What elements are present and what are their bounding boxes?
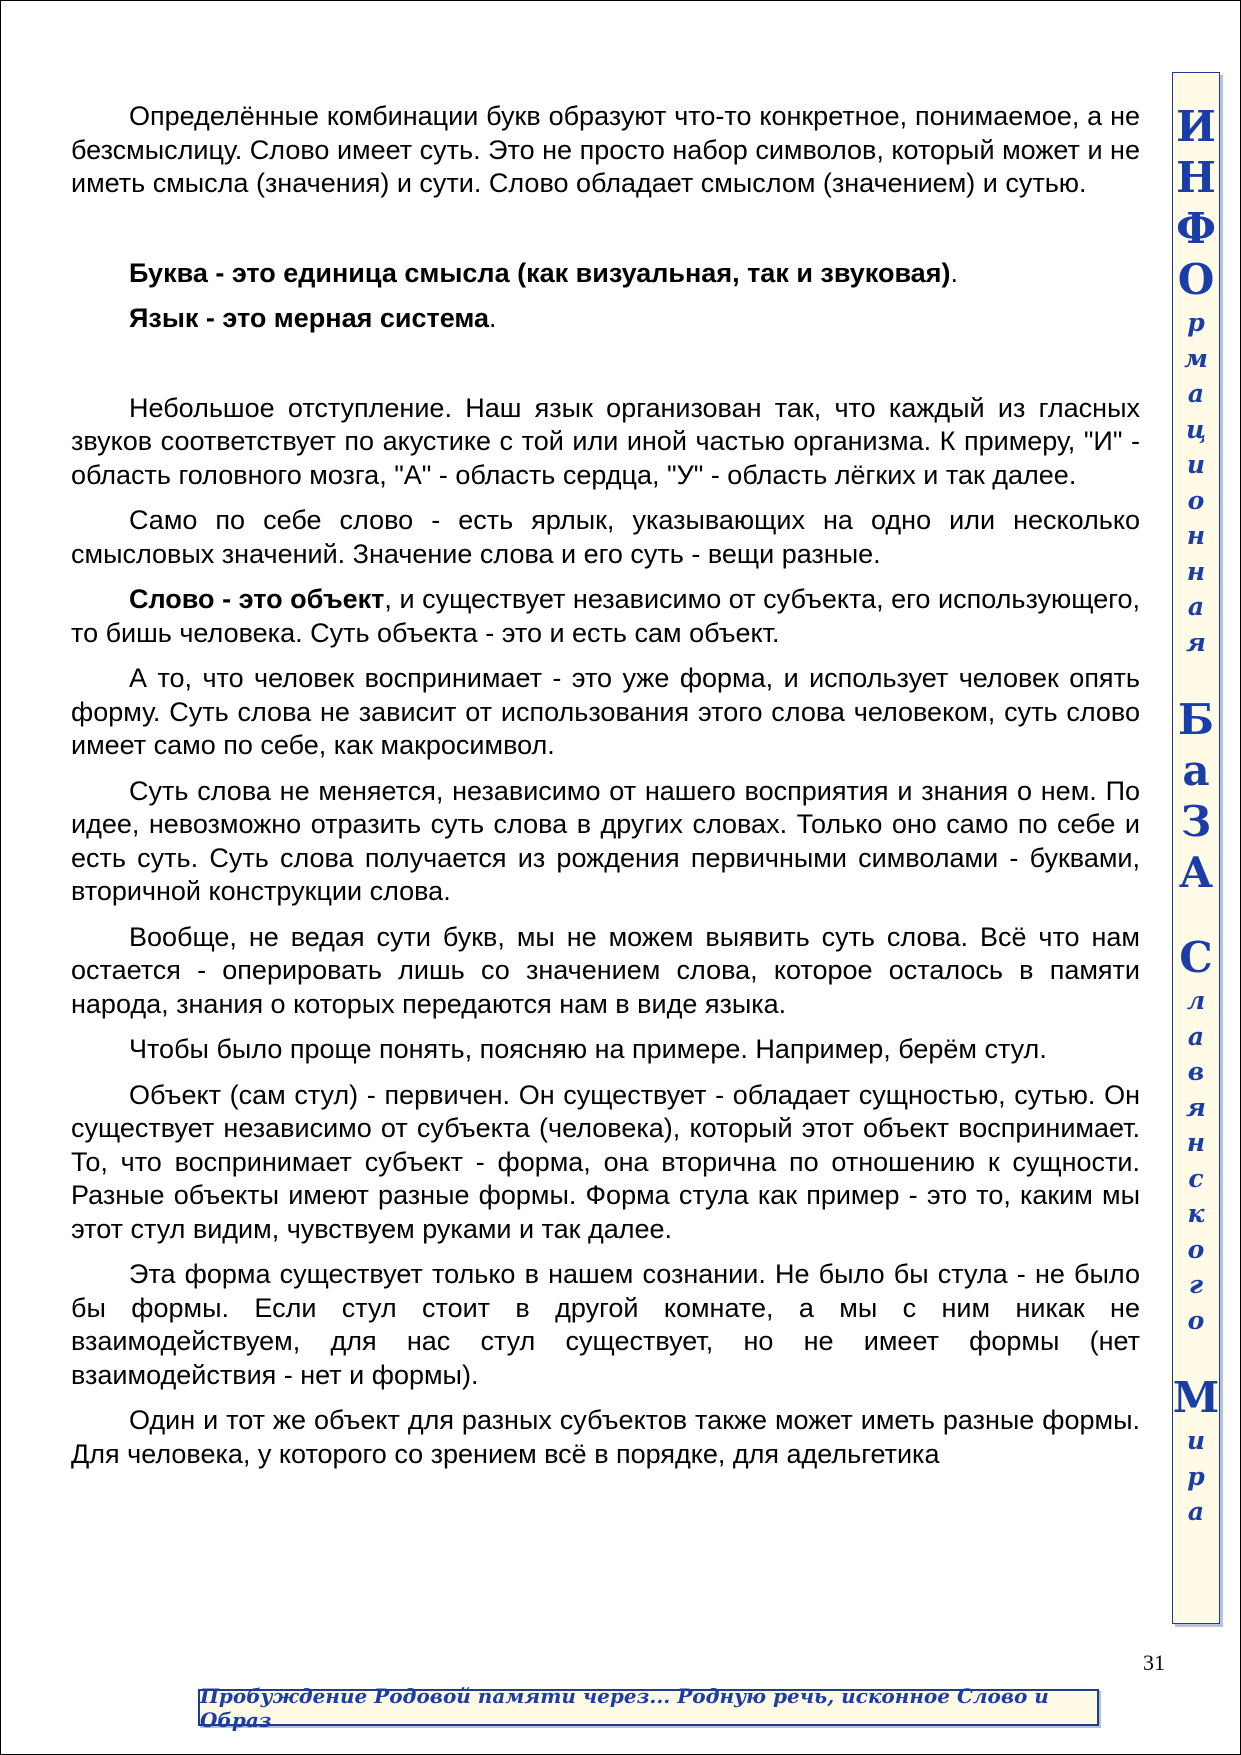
sidebar-letter: г: [1188, 1270, 1204, 1299]
footer-text: Пробуждение Родовой памяти через... Родную речь, исконное Слово и Образ: [200, 1683, 1049, 1732]
sidebar-letter: ц: [1185, 414, 1207, 444]
paragraph-4: [71, 583, 1140, 650]
sidebar-letter: о: [1187, 1305, 1205, 1335]
page-number: 31: [1143, 1650, 1165, 1675]
definition-letter-tail: .: [950, 257, 958, 288]
sidebar-letter: и: [1186, 1426, 1206, 1455]
paragraph-5: А то, что человек воспринимает - это уже форма, и использует человек опять форму. Суть слова не зависит от использования этого слова человеком, суть слово имеет само по себе, как макросимвол.: [71, 663, 1140, 760]
sidebar-letter: Ф: [1176, 204, 1216, 253]
sidebar-letter: З: [1180, 797, 1212, 846]
sidebar-letter: О: [1177, 255, 1215, 304]
paragraph-9: Объект (сам стул) - первичен. Он существует - обладает сущностью, сутью. Он существует независимо от субъекта (человека), который этот объект воспринимает. То, что воспринимает субъект - форма, она вторична по отношению к сущности. Разные объекты имеют разные формы. Форма стула как пример - это то, каким мы этот стул видим, чувствуем руками и так далее.: [71, 1079, 1140, 1244]
paragraph-1: Определённые комбинации букв образуют что-то конкретное, понимаемое, а не безсмыслицу. Слово имеет суть. Это не просто набор символов, который может и не иметь смысла (значения) и сути. Слово обладает смыслом (значением) и сутью.: [71, 101, 1140, 198]
sidebar-letter: р: [1187, 1461, 1205, 1491]
sidebar-letter: с: [1188, 1163, 1204, 1193]
footer-banner: [198, 1683, 1099, 1732]
sidebar-letter: а: [1187, 1021, 1205, 1051]
sidebar-vertical-title: [1172, 72, 1220, 1624]
sidebar-letter: н: [1186, 1128, 1206, 1157]
paragraph-6: Суть слова не меняется, независимо от нашего восприятия и знания о нем. По идее, невозможно отразить суть слова в других словах. Только оно само по себе и есть суть. Суть слова получается из рождения первичными символами - буквами, вторичной конструкции слова.: [71, 775, 1140, 906]
paragraph-3: Само по себе слово - есть ярлык, указывающих на одно или несколько смысловых значений. Значение слова и его суть - вещи разные.: [71, 505, 1140, 569]
paragraph-4-lead: Слово - это объект: [129, 584, 385, 614]
definition-language-tail: .: [489, 303, 497, 333]
paragraph-7: Вообще, не ведая сути букв, мы не можем выявить суть слова. Всё что нам остается - оперировать лишь со значением слова, которое осталось в памяти народа, знания о которых передаются нам в виде языка.: [71, 921, 1140, 1019]
definition-language-text: Язык - это мерная система: [129, 303, 490, 333]
sidebar-letter: а: [1187, 379, 1205, 408]
sidebar-letters: [1173, 101, 1219, 1530]
sidebar-letter: л: [1186, 986, 1206, 1015]
paragraph-11: Один и тот же объект для разных субъектов также может иметь разные формы. Для человека, у которого со зрением всё в порядке, для адельгетика: [71, 1405, 1140, 1469]
sidebar-letter: н: [1186, 521, 1206, 550]
definition-language: [71, 302, 1140, 336]
sidebar-letter: М: [1172, 1373, 1220, 1422]
sidebar-letter: Б: [1178, 695, 1214, 744]
sidebar-letter: в: [1187, 1057, 1205, 1086]
sidebar-letter: о: [1187, 485, 1205, 515]
sidebar-letter: н: [1186, 556, 1206, 586]
sidebar-letter: А: [1178, 848, 1214, 897]
definition-letter: [71, 257, 1140, 291]
sidebar-letter: Н: [1176, 153, 1216, 202]
main-text: [71, 100, 1140, 1471]
sidebar-letter: С: [1179, 933, 1213, 982]
sidebar-letter: а: [1187, 592, 1205, 621]
definition-letter-text: Буква - это единица смысла (как визуальная, так и звуковая): [129, 257, 951, 288]
sidebar-letter: а: [1187, 1497, 1205, 1526]
definitions: [71, 257, 1140, 336]
sidebar-letter: м: [1184, 343, 1208, 373]
sidebar-letter: я: [1186, 627, 1206, 657]
sidebar-letter: я: [1186, 1092, 1206, 1122]
paragraph-10: Эта форма существует только в нашем сознании. Не было бы стула - не было бы формы. Если стул стоит в другой комнате, а мы с ним никак не взаимодействуем, для нас стул существует, но не имеет формы (нет взаимодействия - нет и формы).: [71, 1259, 1140, 1390]
paragraph-4-rest: , и существует независимо от субъекта, его использующего, то бишь человека. Суть объекта - это и есть сам объект.: [71, 584, 1140, 648]
sidebar-letter: р: [1187, 308, 1205, 337]
sidebar-letter: к: [1187, 1199, 1205, 1228]
sidebar-letter: И: [1176, 102, 1216, 151]
sidebar-letter: а: [1182, 746, 1210, 795]
paragraph-8: Чтобы было проще понять, поясняю на примере. Например, берём стул.: [129, 1034, 1047, 1064]
sidebar-letter: о: [1187, 1234, 1205, 1264]
sidebar-letter: и: [1186, 450, 1206, 479]
paragraph-2: Небольшое отступление. Наш язык организован так, что каждый из гласных звуков соответствует по акустике с той или иной частью организма. К примеру, "И" - область головного мозга, "А" - область сердца, "У" - область лёгких и так далее.: [71, 392, 1140, 490]
